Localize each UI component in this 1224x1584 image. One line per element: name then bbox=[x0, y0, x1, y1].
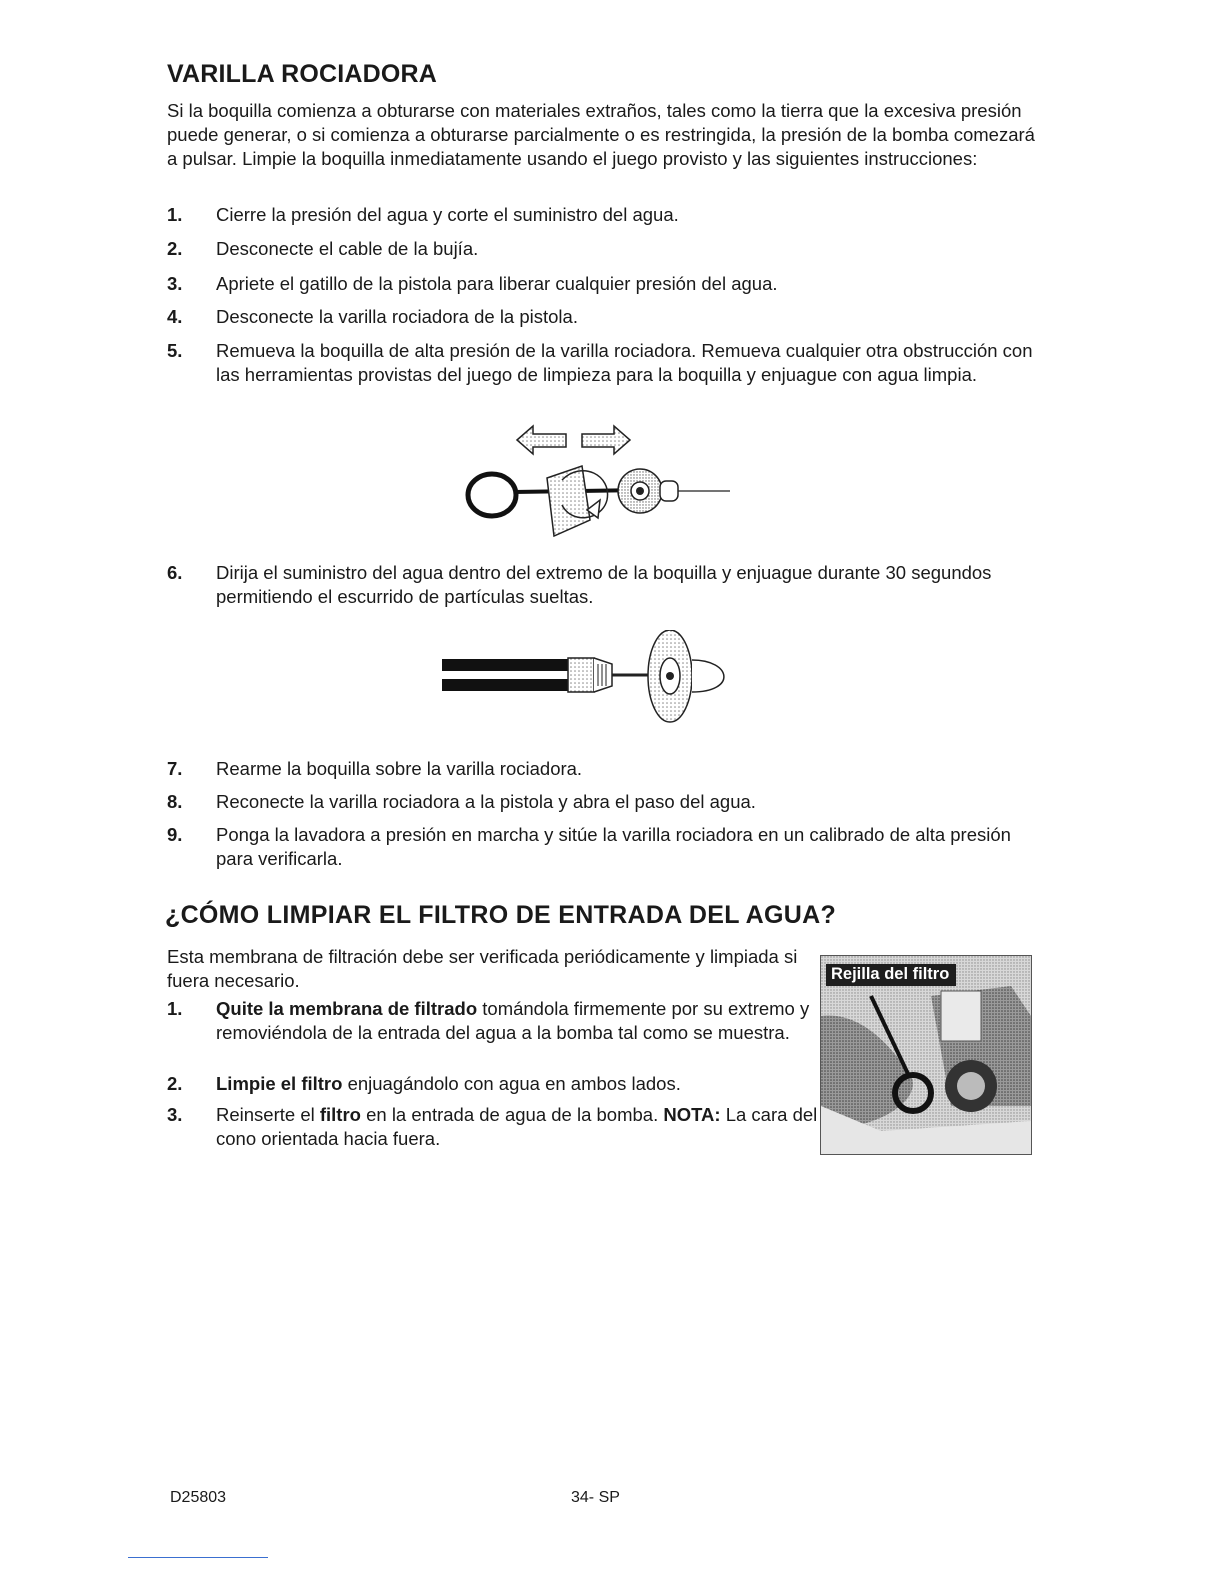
step-number: 8. bbox=[167, 791, 183, 812]
step-number: 1. bbox=[167, 204, 183, 225]
step-number: 3. bbox=[167, 273, 183, 294]
step-text: Apriete el gatillo de la pistola para liberar cualquier presión del agua. bbox=[216, 273, 778, 294]
step-text: Reconecte la varilla rociadora a la pistola y abra el paso del agua. bbox=[216, 791, 756, 812]
page-number: 34- SP bbox=[571, 1489, 620, 1506]
step-text: Remueva la boquilla de alta presión de la varilla rociadora. Remueva cualquier otra obstrucción con las herramientas provistas del juego de limpieza para la boquilla y enjuague con agua limpia. bbox=[216, 340, 1033, 385]
step-number: 5. bbox=[167, 340, 183, 361]
section-title-varilla: VARILLA ROCIADORA bbox=[167, 60, 438, 88]
step-text-rest: enjuagándolo con agua en ambos lados. bbox=[342, 1073, 681, 1094]
step-number: 1. bbox=[167, 998, 183, 1019]
step-number: 7. bbox=[167, 758, 183, 779]
step-number: 3. bbox=[167, 1104, 183, 1125]
step-text-mid: en la entrada de agua de la bomba. bbox=[360, 1104, 664, 1125]
step-text: Cierre la presión del agua y corte el suministro del agua. bbox=[216, 204, 679, 225]
step-text: Ponga la lavadora a presión en marcha y sitúe la varilla rociadora en un calibrado de alta presión para verificarla. bbox=[216, 824, 1011, 869]
left-arrow-icon bbox=[517, 426, 566, 454]
step-text bbox=[216, 997, 826, 1045]
step-emphasis: Quite la membrana de filtrado bbox=[216, 998, 478, 1019]
step-text-rest: tomándola firmemente por su extremo y removiéndola de la entrada del agua a la bomba tal como se muestra. bbox=[216, 998, 810, 1043]
nozzle-flushing-illustration bbox=[442, 630, 747, 740]
section-intro: Si la boquilla comienza a obturarse con materiales extraños, tales como la tierra que la excesiva presión puede generar, o si comienza a obturarse parcialmente o es restringida, la presión de la bomba comezará a pulsar. Limpie la boquilla inmediatamente usando el juego provisto y las siguientes instrucciones: bbox=[167, 100, 1035, 169]
document-number: D25803 bbox=[170, 1489, 227, 1506]
note-label: NOTA: bbox=[663, 1104, 721, 1125]
step-number: 4. bbox=[167, 306, 183, 327]
step-text bbox=[216, 1103, 846, 1151]
step-text: Rearme la boquilla sobre la varilla rociadora. bbox=[216, 758, 583, 779]
right-arrow-icon bbox=[582, 426, 630, 454]
step-number: 9. bbox=[167, 824, 183, 845]
section-intro: Esta membrana de filtración debe ser verificada periódicamente y limpiada si fuera necesario. bbox=[167, 946, 798, 991]
step-text-rest: La cara del cono orientada hacia fuera. bbox=[216, 1104, 818, 1149]
step-text-pre: Reinserte el bbox=[216, 1104, 320, 1125]
step-text: Desconecte el cable de la bujía. bbox=[216, 238, 479, 259]
step-text: Desconecte la varilla rociadora de la pistola. bbox=[216, 306, 578, 327]
step-number: 2. bbox=[167, 238, 183, 259]
divider bbox=[128, 1557, 268, 1558]
step-emphasis: filtro bbox=[319, 1104, 361, 1125]
step-emphasis: Limpie el filtro bbox=[216, 1073, 343, 1094]
step-number: 2. bbox=[167, 1073, 183, 1094]
nozzle-cleaning-illustration bbox=[462, 420, 737, 545]
photo-label: Rejilla del filtro bbox=[826, 964, 956, 986]
step-number: 6. bbox=[167, 562, 183, 583]
section-title-filtro: ¿CÓMO LIMPIAR EL FILTRO DE ENTRADA DEL AGUA? bbox=[165, 901, 837, 929]
step-text: Dirija el suministro del agua dentro del extremo de la boquilla y enjuague durante 30 segundos permitiendo el escurrido de partículas sueltas. bbox=[216, 562, 992, 607]
step-text bbox=[216, 1072, 826, 1096]
